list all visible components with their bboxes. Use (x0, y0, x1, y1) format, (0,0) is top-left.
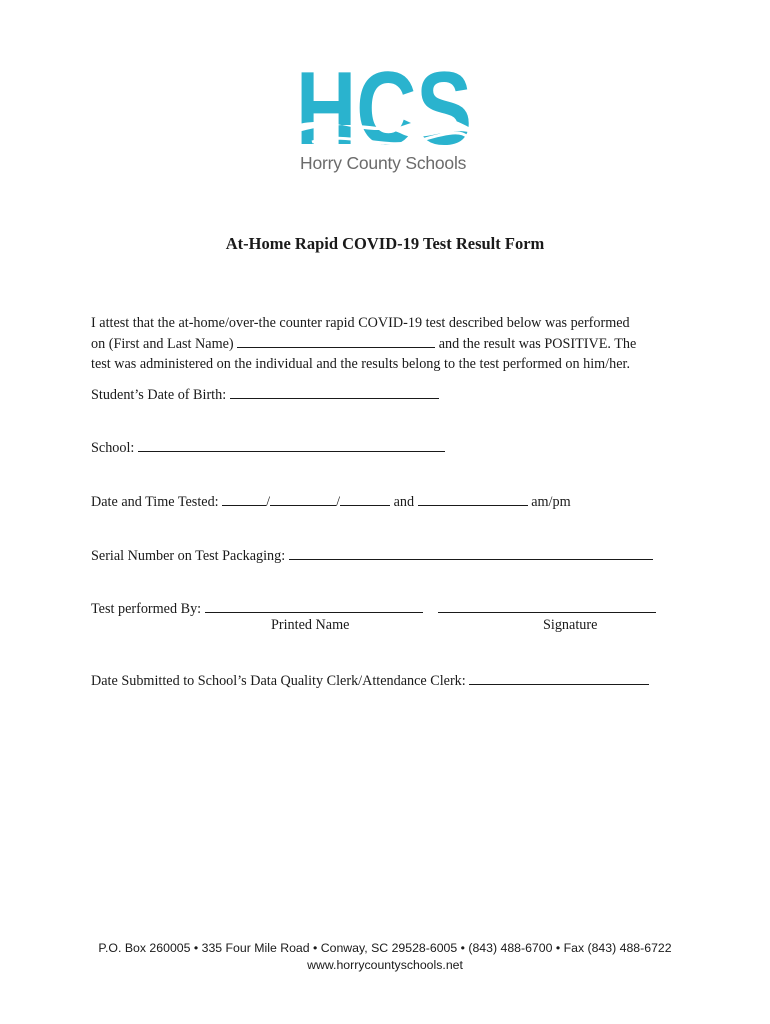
school-row (91, 437, 445, 457)
footer-address: P.O. Box 260005 • 335 Four Mile Road • Conway, SC 29528-6005 • (843) 488-6700 • Fax (843) 488-6722 (98, 941, 672, 955)
signature-field[interactable] (438, 598, 656, 613)
hcs-logo (292, 60, 482, 180)
ampm-text: am/pm (531, 494, 571, 510)
printed-name-caption: Printed Name (271, 617, 350, 633)
dob-row (91, 384, 439, 404)
serial-number-field[interactable] (289, 545, 653, 560)
signature-caption: Signature (543, 617, 598, 633)
submitted-label: Date Submitted to School’s Data Quality Clerk/Attendance Clerk: (91, 673, 466, 689)
performed-by-row (91, 598, 656, 618)
year-field[interactable] (340, 491, 390, 506)
form-title: At-Home Rapid COVID-19 Test Result Form (225, 234, 545, 253)
date-time-row (91, 491, 571, 511)
attestation-line-2 (91, 333, 681, 354)
school-field[interactable] (138, 437, 445, 452)
and-text: and (393, 494, 415, 510)
day-field[interactable] (270, 491, 336, 506)
logo-letters: HCS (296, 60, 472, 155)
dob-label: Student’s Date of Birth: (91, 387, 227, 403)
performed-by-label: Test performed By: (91, 601, 202, 617)
time-field[interactable] (418, 491, 528, 506)
date-slash: / (266, 494, 271, 510)
first-last-name-field[interactable] (237, 333, 435, 348)
printed-name-field[interactable] (205, 598, 423, 613)
serial-row (91, 545, 653, 565)
attestation-line-1: I attest that the at-home/over-the counter rapid COVID-19 test described below was performed (91, 315, 630, 331)
date-time-label: Date and Time Tested: (91, 494, 219, 510)
serial-label: Serial Number on Test Packaging: (91, 548, 286, 564)
hcs-logo-mark (292, 60, 482, 155)
footer-website: www.horrycountyschools.net (307, 958, 463, 972)
attestation-line-3: test was administered on the individual and the results belong to the test performed on him/her. (91, 356, 631, 372)
attestation-name-label: on (First and Last Name) (91, 336, 234, 352)
dob-field[interactable] (230, 384, 439, 399)
logo-school-name: Horry County Schools (300, 153, 467, 173)
attestation-paragraph (91, 313, 681, 374)
attestation-result-text: and the result was POSITIVE. The (438, 336, 637, 352)
date-submitted-field[interactable] (469, 670, 649, 685)
submitted-row (91, 670, 649, 690)
month-field[interactable] (222, 491, 266, 506)
date-slash: / (336, 494, 341, 510)
school-label: School: (91, 440, 135, 456)
footer (0, 940, 770, 974)
